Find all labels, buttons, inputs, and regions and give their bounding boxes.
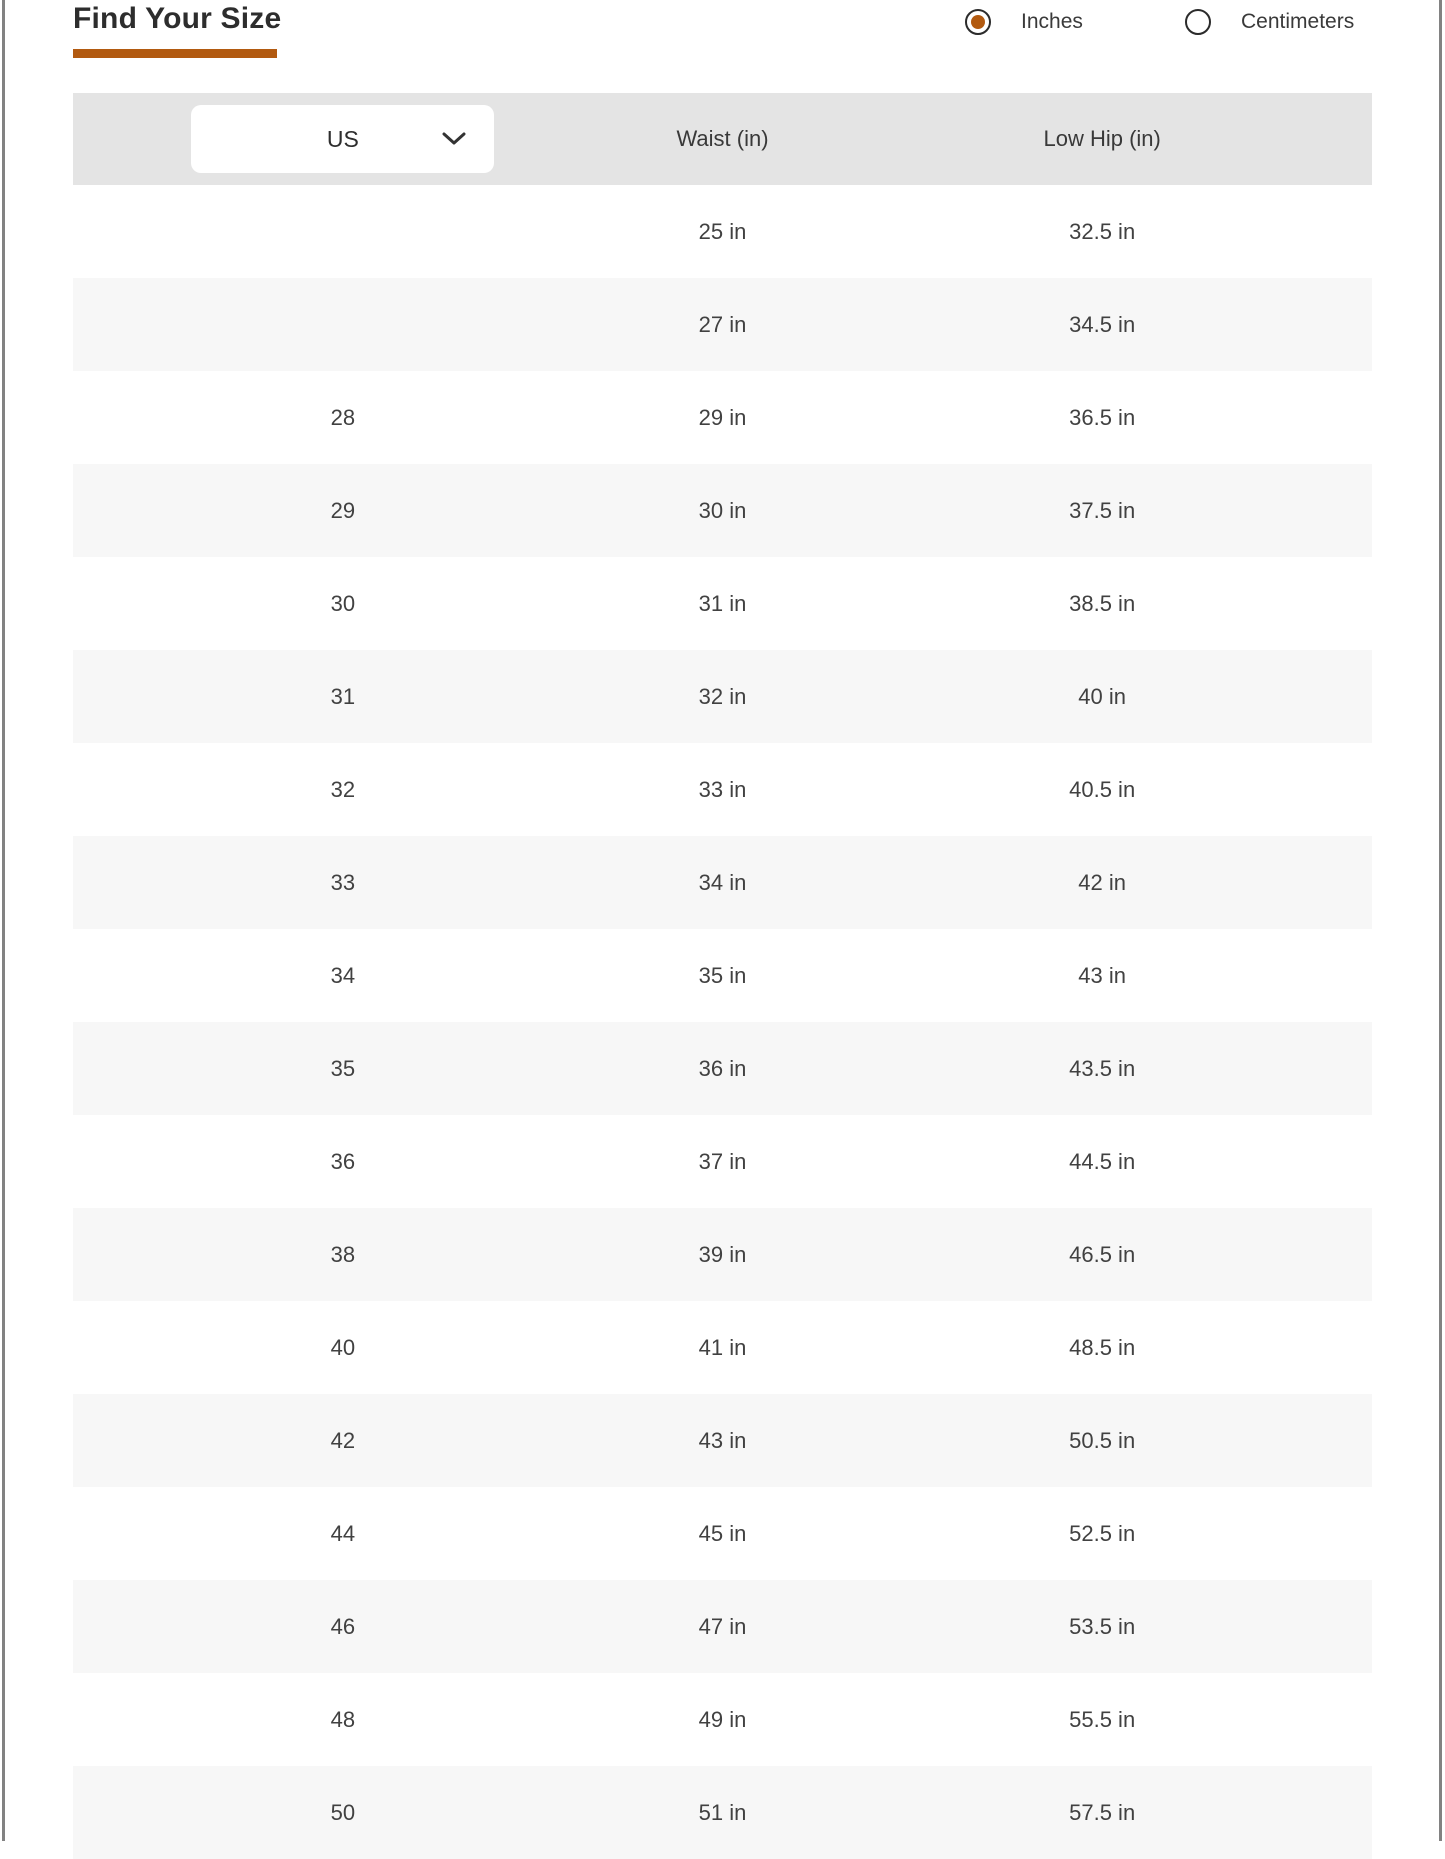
- cell-waist: 37 in: [698, 1148, 747, 1174]
- cell-us-size: 44: [330, 1520, 356, 1546]
- table-row: [73, 836, 1372, 929]
- cell-us-size: 38: [330, 1241, 356, 1267]
- cell-us-size: 30: [330, 590, 356, 616]
- cell-waist: 41 in: [698, 1334, 747, 1360]
- table-row: [73, 1022, 1372, 1115]
- cell-us-size: 29: [330, 497, 356, 523]
- cell-us-size: 34: [330, 962, 356, 988]
- table-body: [73, 185, 1372, 1859]
- table-row: [73, 1208, 1372, 1301]
- table-row: [73, 1115, 1372, 1208]
- radio-centimeters-label: Centimeters: [1241, 10, 1355, 33]
- cell-low-hip: 48.5 in: [1069, 1334, 1136, 1360]
- cell-low-hip: 38.5 in: [1069, 590, 1136, 616]
- cell-waist: 43 in: [698, 1427, 747, 1453]
- cell-low-hip: 42 in: [1078, 869, 1127, 895]
- size-table: [73, 93, 1372, 1859]
- cell-us-size: 46: [330, 1613, 356, 1639]
- cell-waist: 49 in: [698, 1706, 747, 1732]
- cell-low-hip: 37.5 in: [1069, 497, 1136, 523]
- cell-waist: 35 in: [698, 962, 747, 988]
- cell-us-size: 35: [330, 1055, 356, 1081]
- radio-unchecked-icon: [1185, 9, 1211, 35]
- cell-low-hip: 46.5 in: [1069, 1241, 1136, 1267]
- cell-waist: 32 in: [698, 683, 747, 709]
- cell-waist: 33 in: [698, 776, 747, 802]
- table-row: [73, 464, 1372, 557]
- cell-low-hip: 55.5 in: [1069, 1706, 1136, 1732]
- cell-us-size: 33: [330, 869, 356, 895]
- table-header-row: [73, 93, 1372, 185]
- column-header-low-hip: Low Hip (in): [1043, 126, 1161, 151]
- cell-waist: 36 in: [698, 1055, 747, 1081]
- cell-us-size: 50: [330, 1799, 356, 1825]
- table-row: [73, 929, 1372, 1022]
- table-row: [73, 743, 1372, 836]
- table-row: [73, 650, 1372, 743]
- radio-option-inches[interactable]: [965, 8, 1083, 36]
- region-select-value: US: [326, 125, 359, 152]
- cell-us-size: 28: [330, 404, 356, 430]
- panel-right-border: [1439, 0, 1442, 1841]
- cell-low-hip: 40 in: [1078, 683, 1127, 709]
- cell-low-hip: 34.5 in: [1069, 311, 1136, 337]
- cell-waist: 31 in: [698, 590, 747, 616]
- table-row: [73, 1766, 1372, 1859]
- cell-us-size: 42: [330, 1427, 356, 1453]
- cell-waist: 51 in: [698, 1799, 747, 1825]
- cell-low-hip: 52.5 in: [1069, 1520, 1136, 1546]
- column-header-us: [153, 105, 533, 173]
- cell-us-size: 36: [330, 1148, 356, 1174]
- column-header-waist: Waist (in): [676, 126, 769, 151]
- table-row: [73, 1580, 1372, 1673]
- cell-waist: 29 in: [698, 404, 747, 430]
- cell-low-hip: 43.5 in: [1069, 1055, 1136, 1081]
- cell-waist: 27 in: [698, 311, 747, 337]
- cell-waist: 39 in: [698, 1241, 747, 1267]
- chevron-down-icon: [442, 132, 466, 146]
- cell-waist: 47 in: [698, 1613, 747, 1639]
- cell-waist: 34 in: [698, 869, 747, 895]
- table-row: [73, 185, 1372, 278]
- cell-low-hip: 40.5 in: [1069, 776, 1136, 802]
- cell-low-hip: 32.5 in: [1069, 218, 1136, 244]
- cell-waist: 25 in: [698, 218, 747, 244]
- panel-left-border: [2, 0, 5, 1841]
- title-underline: [73, 49, 277, 58]
- radio-dot: [971, 15, 985, 29]
- region-select-dropdown[interactable]: [191, 105, 494, 173]
- cell-us-size: 40: [330, 1334, 356, 1360]
- radio-checked-icon: [965, 9, 991, 35]
- cell-low-hip: 53.5 in: [1069, 1613, 1136, 1639]
- cell-waist: 45 in: [698, 1520, 747, 1546]
- cell-us-size: 48: [330, 1706, 356, 1732]
- cell-waist: 30 in: [698, 497, 747, 523]
- cell-low-hip: 44.5 in: [1069, 1148, 1136, 1174]
- radio-inches-label: Inches: [1021, 10, 1083, 33]
- radio-option-centimeters[interactable]: [1185, 8, 1354, 36]
- table-row: [73, 1673, 1372, 1766]
- table-row: [73, 1394, 1372, 1487]
- cell-low-hip: 36.5 in: [1069, 404, 1136, 430]
- table-row: [73, 278, 1372, 371]
- cell-low-hip: 57.5 in: [1069, 1799, 1136, 1825]
- cell-us-size: 32: [330, 776, 356, 802]
- table-row: [73, 1301, 1372, 1394]
- table-row: [73, 371, 1372, 464]
- cell-us-size: 31: [330, 683, 356, 709]
- table-row: [73, 1487, 1372, 1580]
- page-title: Find Your Size: [73, 2, 282, 35]
- cell-low-hip: 43 in: [1078, 962, 1127, 988]
- table-row: [73, 557, 1372, 650]
- cell-low-hip: 50.5 in: [1069, 1427, 1136, 1453]
